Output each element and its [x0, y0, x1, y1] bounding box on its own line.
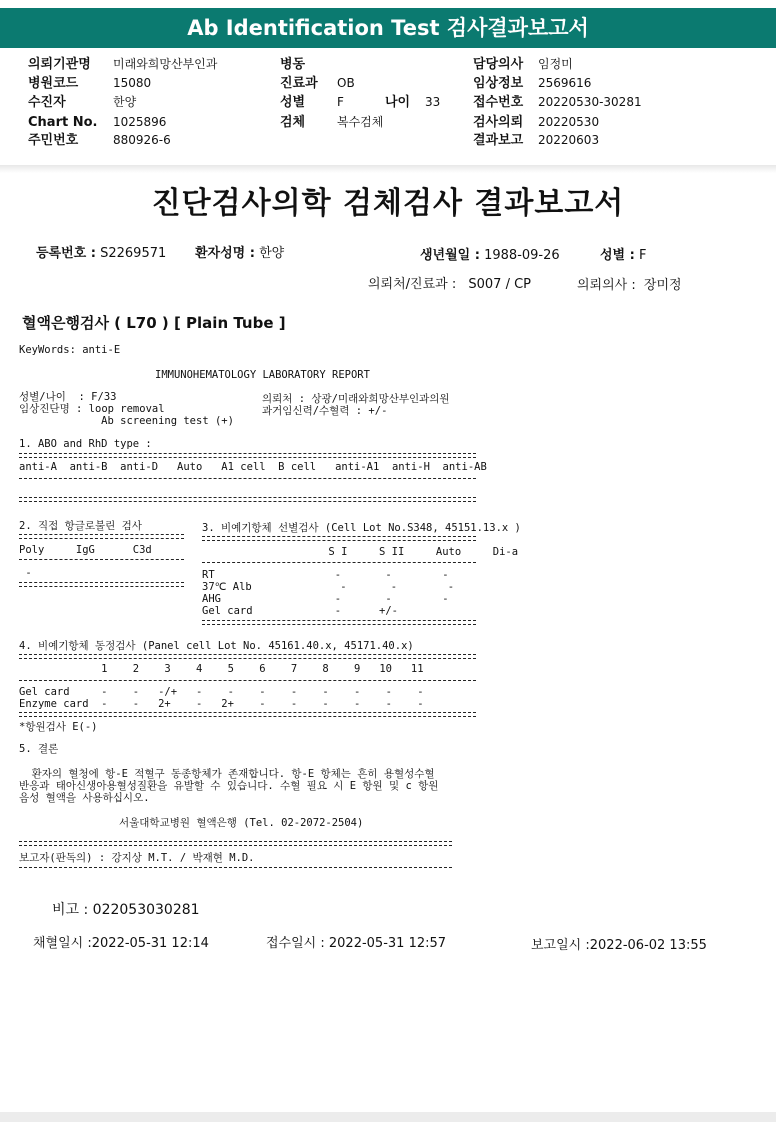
double-rule: [202, 620, 476, 625]
dat-title: 2. 직접 항글로불린 검사: [19, 520, 142, 532]
rule: [19, 680, 476, 681]
header-bar: [0, 8, 776, 48]
info-value: 20220530-30281: [538, 95, 642, 109]
info-value: 20220603: [538, 133, 600, 147]
info-key: Chart No.: [28, 115, 98, 130]
abo-header: anti-A anti-B anti-D Auto A1 cell B cell anti-A1 anti-H anti-AB: [19, 461, 487, 473]
note-label: 비고 :: [52, 902, 89, 918]
note-value: 022053030281: [92, 902, 200, 918]
collection-label: 채혈일시 :: [33, 936, 92, 951]
department-label: 의뢰처/진료과 :: [368, 277, 457, 292]
panel-row: Enzyme card - - 2+ - 2+ - - - - - -: [19, 698, 424, 710]
rule: [202, 562, 476, 563]
double-rule: [19, 534, 184, 539]
info-key: 병원코드: [28, 76, 79, 91]
info-key: 성별: [280, 95, 306, 110]
receipt-label: 접수일시 :: [266, 936, 325, 951]
info-value: 2569616: [538, 76, 592, 90]
info-value: OB: [337, 76, 355, 90]
header-title: Ab Identification Test 검사결과보고서: [187, 16, 589, 40]
rule: [19, 478, 476, 479]
info-key: 임상정보: [473, 76, 524, 91]
info-value: 20220530: [538, 115, 600, 129]
diagnosis-line-2: Ab screening test (+): [19, 415, 234, 427]
info-value: 15080: [113, 76, 152, 90]
info-key: 수진자: [28, 95, 66, 110]
screening-row: RT - - -: [202, 569, 449, 581]
info-key: 검사의뢰: [473, 115, 524, 130]
info-value: 복수검체: [337, 115, 384, 129]
info-value: 880926-6: [113, 133, 171, 147]
info-key: 결과보고: [473, 133, 524, 148]
dat-header: Poly IgG C3d: [19, 544, 152, 556]
section-title: 혈액은행검사 ( L70 ) [ Plain Tube ]: [22, 314, 286, 332]
info-key: 나이: [385, 95, 411, 110]
registration-label: 등록번호 :: [36, 246, 96, 261]
collection-value: 2022-05-31 12:14: [91, 936, 209, 951]
panel-header: 1 2 3 4 5 6 7 8 9 10 11: [19, 663, 424, 675]
info-key: 병동: [280, 57, 306, 72]
receipt-time: [266, 932, 446, 951]
antigen-test: *항원검사 E(-): [19, 721, 98, 733]
double-rule: [19, 712, 476, 717]
double-rule: [19, 582, 184, 587]
patient-sex: [600, 244, 646, 263]
conclusion-line: 음성 혈액을 사용하십시오.: [19, 792, 150, 804]
conclusion-line: 반응과 태아신생아용혈성질환을 유발할 수 있습니다. 수혈 필요 시 E 항원 및 c 항원: [19, 780, 439, 792]
keywords: KeyWords: anti-E: [19, 344, 121, 356]
history-line: 과거임신력/수혈력 : +/-: [262, 405, 388, 417]
diagnosis-line-1: 임상진단명 : loop removal: [19, 403, 165, 415]
report-time-label: 보고일시 :: [531, 938, 590, 953]
sex-age-line: 성별/나이 : F/33: [19, 391, 117, 403]
hospital-contact: 서울대학교병원 혈액은행 (Tel. 02-2072-2504): [119, 817, 364, 829]
double-rule: [19, 654, 476, 659]
info-key: 진료과: [280, 76, 318, 91]
lab-report-heading: IMMUNOHEMATOLOGY LABORATORY REPORT: [155, 369, 370, 381]
rule: [19, 845, 452, 846]
info-value: 33: [425, 95, 441, 109]
double-rule: [19, 497, 476, 502]
patient-name: [195, 242, 284, 261]
screening-row: AHG - - -: [202, 593, 449, 605]
info-key: 검체: [280, 115, 306, 130]
info-value: 임정미: [538, 57, 573, 71]
screening-row: Gel card - +/-: [202, 605, 398, 617]
screening-header: S I S II Auto Di-a: [202, 546, 519, 558]
double-rule: [19, 453, 476, 458]
info-key: 의뢰기관명: [28, 57, 91, 72]
rule: [19, 559, 184, 560]
birth-date: [420, 244, 560, 263]
registration-number: [36, 242, 166, 261]
birth-date-label: 생년월일 :: [420, 248, 480, 263]
rule: [19, 867, 452, 868]
info-key: 주민번호: [28, 133, 79, 148]
birth-date-value: 1988-09-26: [484, 248, 560, 263]
reporter: 보고자(판독의) : 강지상 M.T. / 박재현 M.D.: [19, 852, 255, 864]
rule: [19, 841, 452, 842]
collection-time: [33, 932, 209, 951]
info-key: 접수번호: [473, 95, 524, 110]
note: [52, 899, 200, 919]
referring-doctor: [577, 274, 682, 293]
panel-row: Gel card - - -/+ - - - - - - - -: [19, 686, 424, 698]
bottom-strip: [0, 1112, 776, 1122]
registration-value: S2269571: [100, 246, 167, 261]
sex-value: F: [638, 248, 647, 263]
report-time: [531, 934, 707, 953]
info-value: 한양: [113, 95, 137, 109]
info-value: 1025896: [113, 115, 167, 129]
requester-line: 의뢰처 : 상광/미래와희망산부인과의원: [262, 393, 450, 405]
report-title: 진단검사의학 검체검사 결과보고서: [151, 186, 625, 221]
referring-doctor-value: 장미정: [643, 278, 682, 293]
department-value: S007 / CP: [468, 277, 532, 292]
dat-value: -: [19, 567, 32, 579]
patient-name-value: 한양: [259, 246, 285, 261]
department: [368, 273, 531, 292]
info-key: 담당의사: [473, 57, 524, 72]
referring-doctor-label: 의뢰의사 :: [577, 278, 636, 293]
receipt-value: 2022-05-31 12:57: [328, 936, 447, 951]
patient-name-label: 환자성명 :: [195, 246, 255, 261]
double-rule: [202, 536, 476, 541]
abo-title: 1. ABO and RhD type :: [19, 438, 152, 450]
conclusion-line: 환자의 혈청에 항-E 적혈구 동종항체가 존재합니다. 항-E 항체는 흔히 용혈성수혈: [19, 768, 435, 780]
conclusion-title: 5. 결론: [19, 743, 59, 755]
info-value: 미래와희망산부인과: [113, 57, 218, 71]
section-divider: [0, 165, 776, 173]
panel-title: 4. 비예기항체 동정검사 (Panel cell Lot No. 45161.40.x, 45171.40.x): [19, 640, 414, 652]
screening-title: 3. 비예기항체 선별검사 (Cell Lot No.S348, 45151.13.x ): [202, 522, 521, 534]
screening-row: 37℃ Alb - - -: [202, 581, 455, 593]
report-time-value: 2022-06-02 13:55: [589, 938, 707, 953]
sex-label: 성별 :: [600, 248, 635, 263]
info-value: F: [337, 95, 344, 109]
